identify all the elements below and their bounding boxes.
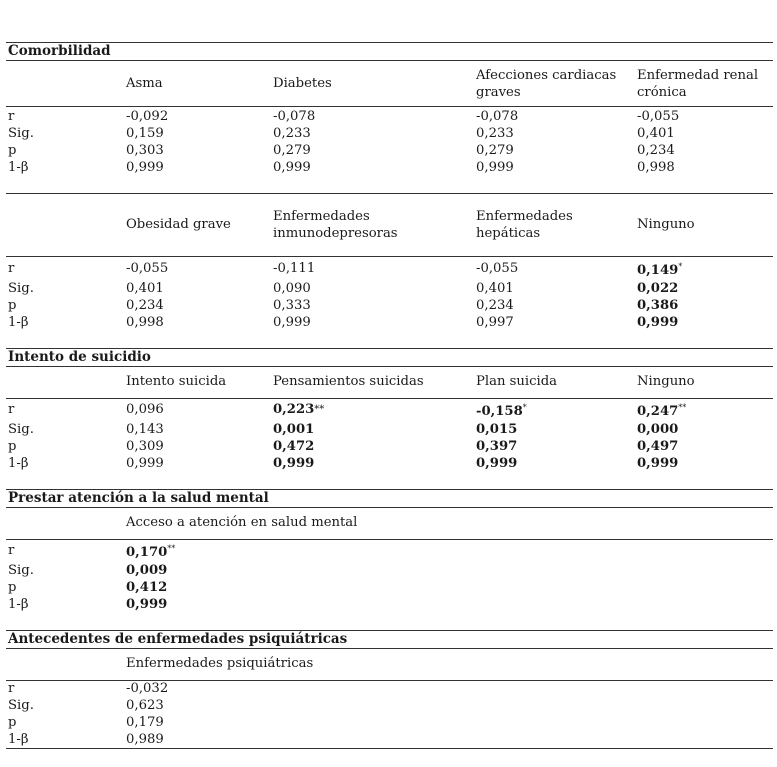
cell: -0,055 xyxy=(126,261,169,276)
cell-significant: 0,223** xyxy=(273,402,325,417)
col-header: Acceso a atención en salud mental xyxy=(126,515,358,530)
cell-significant: 0,009 xyxy=(126,563,168,578)
cell-significant: 0,022 xyxy=(637,281,679,296)
cell: 0,999 xyxy=(273,315,311,330)
rule xyxy=(6,748,773,749)
cell: -0,078 xyxy=(273,109,316,124)
rule xyxy=(6,60,773,61)
cell-significant: 0,149* xyxy=(637,262,683,278)
significance-mark: ** xyxy=(167,544,176,553)
cell-significant: 0,015 xyxy=(476,422,518,437)
cell: 0,333 xyxy=(273,298,311,313)
row-label: r xyxy=(8,261,15,276)
cell: -0,055 xyxy=(637,109,680,124)
row-label: p xyxy=(8,439,17,454)
significance-mark: * xyxy=(678,262,683,271)
col-header: Enfermedades xyxy=(273,209,370,224)
cell: -0,111 xyxy=(273,261,316,276)
cell-significant: 0,472 xyxy=(273,439,315,454)
cell-significant: 0,386 xyxy=(637,298,679,313)
row-label: 1-β xyxy=(8,456,29,471)
significance-mark: * xyxy=(522,403,527,412)
col-header: Enfermedad renal xyxy=(637,68,759,83)
row-label: 1-β xyxy=(8,597,29,612)
cell: 0,999 xyxy=(273,160,311,175)
cell: 0,233 xyxy=(476,126,514,141)
cell-significant: 0,170** xyxy=(126,544,176,560)
row-label: 1-β xyxy=(8,732,29,747)
rule xyxy=(6,539,773,540)
col-header: Ninguno xyxy=(637,374,695,389)
section-title-suicidio: Intento de suicidio xyxy=(8,349,151,365)
significance-mark: ** xyxy=(314,404,325,415)
cell: 0,401 xyxy=(637,126,675,141)
row-label: Sig. xyxy=(8,698,34,713)
cell-significant: 0,000 xyxy=(637,422,679,437)
cell: 0,999 xyxy=(126,456,164,471)
cell: 0,989 xyxy=(126,732,164,747)
cell-significant: 0,999 xyxy=(476,456,518,471)
cell-significant: 0,497 xyxy=(637,439,679,454)
rule xyxy=(6,193,773,194)
row-label: r xyxy=(8,681,15,696)
cell: 0,623 xyxy=(126,698,164,713)
col-header: inmunodepresoras xyxy=(273,226,398,241)
section-title-salud-mental: Prestar atención a la salud mental xyxy=(8,490,269,506)
cell: 0,179 xyxy=(126,715,164,730)
cell-significant: 0,001 xyxy=(273,422,315,437)
col-header: Intento suicida xyxy=(126,374,227,389)
rule xyxy=(6,680,773,681)
cell-significant: 0,247** xyxy=(637,403,687,419)
row-label: r xyxy=(8,402,15,417)
row-label: Sig. xyxy=(8,422,34,437)
cell: 0,303 xyxy=(126,143,164,158)
cell: -0,055 xyxy=(476,261,519,276)
cell: 0,279 xyxy=(273,143,311,158)
cell: 0,090 xyxy=(273,281,311,296)
cell: -0,032 xyxy=(126,681,169,696)
col-header: Diabetes xyxy=(273,76,332,91)
cell: 0,096 xyxy=(126,402,164,417)
row-label: r xyxy=(8,543,15,558)
cell: 0,143 xyxy=(126,422,164,437)
row-label: p xyxy=(8,298,17,313)
col-header: hepáticas xyxy=(476,226,541,241)
col-header: Asma xyxy=(126,76,163,91)
cell: 0,997 xyxy=(476,315,514,330)
rule xyxy=(6,398,773,399)
section-title-psiquiatricas: Antecedentes de enfermedades psiquiátricas xyxy=(8,631,348,647)
rule xyxy=(6,106,773,107)
cell: 0,233 xyxy=(273,126,311,141)
rule xyxy=(6,648,773,649)
cell: 0,998 xyxy=(637,160,675,175)
cell: -0,092 xyxy=(126,109,169,124)
row-label: p xyxy=(8,143,17,158)
row-label: 1-β xyxy=(8,160,29,175)
col-header: crónica xyxy=(637,85,687,100)
row-label: 1-β xyxy=(8,315,29,330)
cell-significant: -0,158* xyxy=(476,403,527,419)
cell-significant: 0,999 xyxy=(637,456,679,471)
cell: 0,234 xyxy=(637,143,675,158)
cell-significant: 0,397 xyxy=(476,439,518,454)
cell-significant: 0,412 xyxy=(126,580,168,595)
col-header: Enfermedades psiquiátricas xyxy=(126,656,314,671)
col-header: graves xyxy=(476,85,521,100)
significance-mark: ** xyxy=(678,403,687,412)
col-header: Plan suicida xyxy=(476,374,558,389)
cell: 0,159 xyxy=(126,126,164,141)
row-label: Sig. xyxy=(8,563,34,578)
section-title-comorbilidad: Comorbilidad xyxy=(8,43,111,59)
cell-significant: 0,999 xyxy=(637,315,679,330)
row-label: p xyxy=(8,715,17,730)
cell: 0,234 xyxy=(126,298,164,313)
col-header: Afecciones cardiacas xyxy=(476,68,617,83)
cell: 0,234 xyxy=(476,298,514,313)
cell: 0,999 xyxy=(126,160,164,175)
rule xyxy=(6,507,773,508)
col-header: Ninguno xyxy=(637,217,695,232)
cell: 0,279 xyxy=(476,143,514,158)
col-header: Pensamientos suicidas xyxy=(273,374,424,389)
row-label: p xyxy=(8,580,17,595)
rule xyxy=(6,256,773,257)
cell: 0,401 xyxy=(126,281,164,296)
row-label: r xyxy=(8,109,15,124)
rule xyxy=(6,42,773,43)
rule xyxy=(6,366,773,367)
cell-significant: 0,999 xyxy=(273,456,315,471)
row-label: Sig. xyxy=(8,126,34,141)
cell: 0,309 xyxy=(126,439,164,454)
cell-significant: 0,999 xyxy=(126,597,168,612)
cell: 0,401 xyxy=(476,281,514,296)
row-label: Sig. xyxy=(8,281,34,296)
col-header: Enfermedades xyxy=(476,209,573,224)
col-header: Obesidad grave xyxy=(126,217,231,232)
cell: -0,078 xyxy=(476,109,519,124)
cell: 0,999 xyxy=(476,160,514,175)
cell: 0,998 xyxy=(126,315,164,330)
